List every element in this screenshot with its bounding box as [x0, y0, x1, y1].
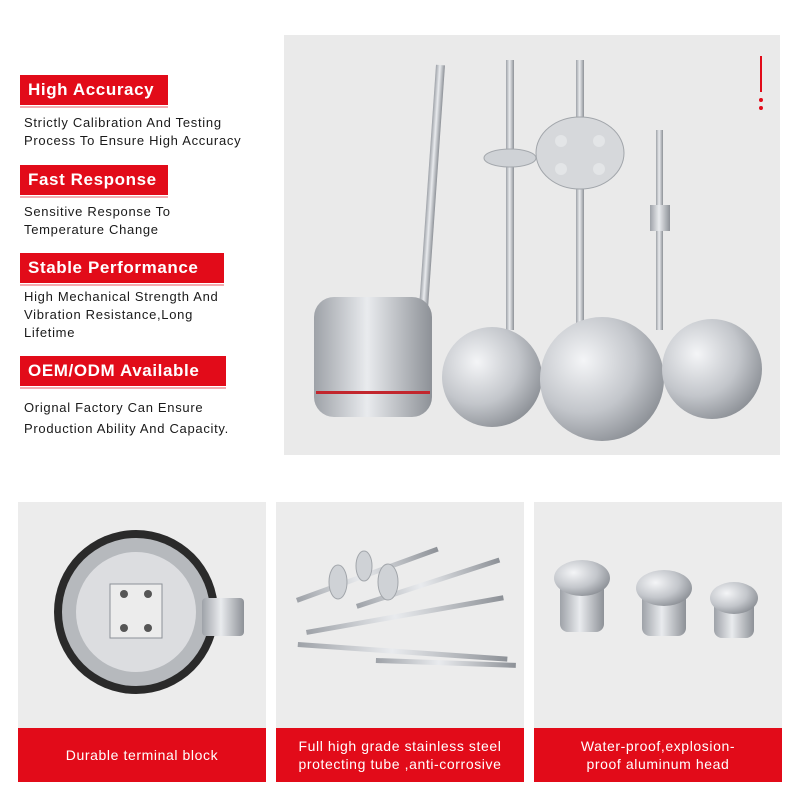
accent-dot: [759, 106, 763, 110]
panel-aluminum-head: [534, 502, 782, 782]
feature-desc-stable-performance: High Mechanical Strength And Vibration Resistance,Long Lifetime: [24, 289, 219, 340]
feature-desc-high-accuracy: Strictly Calibration And Testing Process To Ensure High Accuracy: [24, 115, 242, 148]
panel-terminal-block: [18, 502, 266, 782]
aluminum-head-illustration: [534, 502, 782, 720]
panel-caption-terminal-block: Durable terminal block: [18, 728, 266, 782]
feature-title-stable-performance: Stable Performance: [20, 253, 224, 283]
terminal-block-illustration: [18, 502, 266, 720]
panel-caption-stainless-tube: Full high grade stainless steel protecting tube ,anti-corrosive: [276, 728, 524, 782]
panel-caption-aluminum-head: Water-proof,explosion- proof aluminum head: [534, 728, 782, 782]
hero-accent-line: [760, 56, 762, 92]
feature-title-high-accuracy: High Accuracy: [20, 75, 168, 105]
feature-title-oem-odm: OEM/ODM Available: [20, 356, 226, 386]
accent-dot: [759, 98, 763, 102]
panel-stainless-tube: [276, 502, 524, 782]
feature-title-fast-response: Fast Response: [20, 165, 168, 195]
feature-desc-oem-odm: Orignal Factory Can Ensure Production Ability And Capacity.: [24, 400, 229, 436]
hero-product-image: [284, 35, 780, 455]
stainless-tube-illustration: [276, 502, 524, 720]
feature-desc-fast-response: Sensitive Response To Temperature Change: [24, 204, 171, 237]
thermocouple-group-illustration: [284, 35, 780, 455]
